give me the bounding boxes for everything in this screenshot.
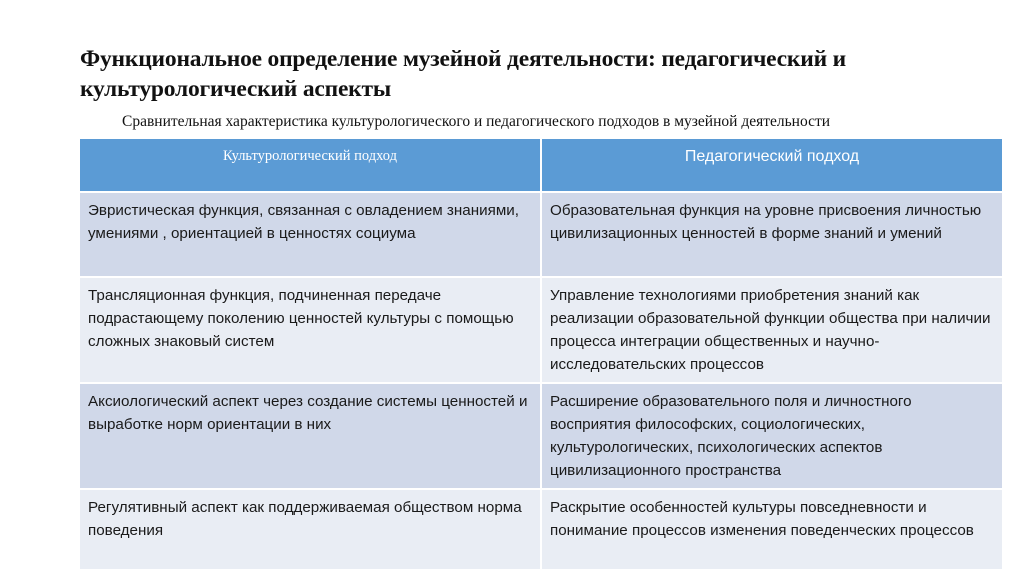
table-cell: Управление технологиями приобретения знаний как реализации образовательной функции общества при наличии процесса интеграции общественных и научно-исследовательских процессов xyxy=(541,277,1003,383)
table-caption: Сравнительная характеристика культурологического и педагогического подходов в музейной деятельности xyxy=(122,113,831,130)
header-cultural-approach: Культурологический подход xyxy=(79,138,541,192)
table-header-row xyxy=(79,138,1003,192)
table-cell: Образовательная функция на уровне присвоения личностью цивилизационных ценностей в форме знаний и умений xyxy=(541,192,1003,277)
table-row xyxy=(79,192,1003,277)
table-row xyxy=(79,489,1003,570)
table-cell: Трансляционная функция, подчиненная передаче подрастающему поколению ценностей культуры с помощью сложных знаковый систем xyxy=(79,277,541,383)
header-pedagogical-approach: Педагогический подход xyxy=(541,138,1003,192)
table-row xyxy=(79,383,1003,489)
comparison-table xyxy=(78,137,1004,571)
table-cell: Регулятивный аспект как поддерживаемая обществом норма поведения xyxy=(79,489,541,570)
table-cell: Расширение образовательного поля и личностного восприятия философских, социологических, культурологических, психологических аспектов цивилизационного пространства xyxy=(541,383,1003,489)
page-title: Функциональное определение музейной деятельности: педагогический и культурологический аспекты xyxy=(80,46,846,102)
table-row xyxy=(79,277,1003,383)
table-cell: Эвристическая функция, связанная с овладением знаниями, умениями , ориентацией в ценностях социума xyxy=(79,192,541,277)
table-cell: Аксиологический аспект через создание системы ценностей и выработке норм ориентации в них xyxy=(79,383,541,489)
table-cell: Раскрытие особенностей культуры повседневности и понимание процессов изменения поведенческих процессов xyxy=(541,489,1003,570)
